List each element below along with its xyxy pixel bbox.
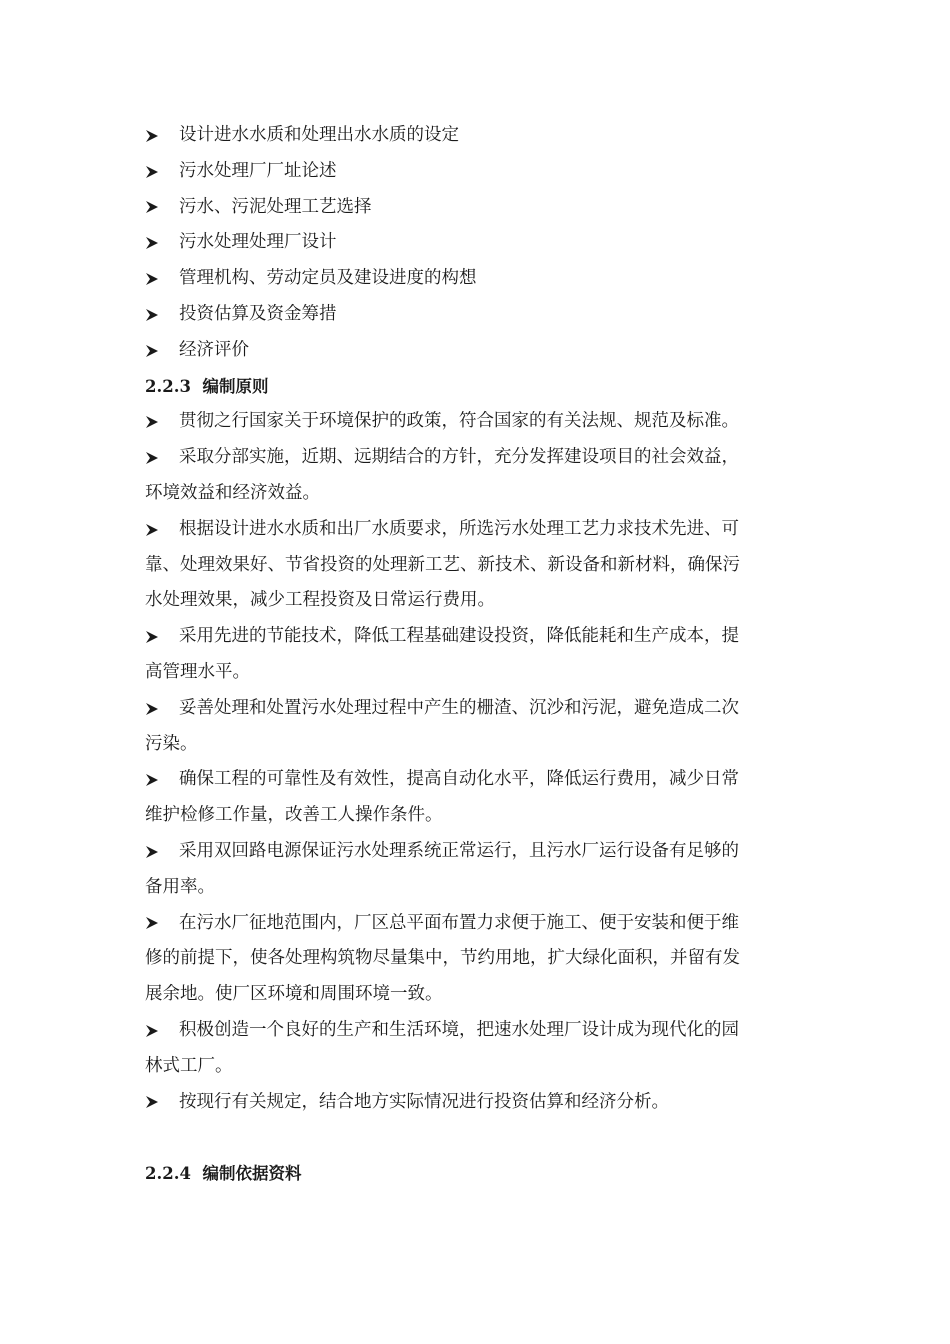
arrowhead-bullet-icon bbox=[145, 512, 165, 548]
section-number: 2.2.3 bbox=[145, 376, 191, 396]
principle-text: 妥善处理和处置污水处理过程中产生的栅渣、沉沙和污泥，避免造成二次 bbox=[179, 697, 739, 718]
principle-text: 采用先进的节能技术，降低工程基础建设投资，降低能耗和生产成本，提 bbox=[179, 626, 739, 647]
principle-text: 根据设计进水水质和出厂水质要求，所选污水处理工艺力求技术先进、可 bbox=[179, 518, 739, 539]
principle-line bbox=[145, 941, 810, 977]
arrowhead-bullet-icon bbox=[145, 154, 165, 190]
principle-line bbox=[145, 476, 810, 512]
principle-line bbox=[145, 798, 810, 834]
list-item bbox=[145, 333, 810, 369]
arrowhead-bullet-icon bbox=[145, 691, 165, 727]
principle-item bbox=[145, 512, 810, 619]
arrowhead-bullet-icon bbox=[145, 297, 165, 333]
principle-text: 确保工程的可靠性及有效性，提高自动化水平，降低运行费用，减少日常 bbox=[179, 769, 739, 790]
principle-line bbox=[145, 1013, 810, 1049]
list-item-text: 污水处理处理厂设计 bbox=[179, 232, 337, 253]
list-item bbox=[145, 225, 810, 261]
arrowhead-bullet-icon bbox=[145, 190, 165, 226]
principle-text: 采取分部实施，近期、远期结合的方针，充分发挥建设项目的社会效益， bbox=[179, 447, 739, 468]
spacer bbox=[145, 1120, 810, 1156]
principle-text: 维护检修工作量，改善工人操作条件。 bbox=[145, 805, 443, 826]
principle-text: 环境效益和经济效益。 bbox=[145, 482, 320, 503]
list-item bbox=[145, 190, 810, 226]
principle-line bbox=[145, 1085, 810, 1121]
principle-text: 污染。 bbox=[145, 733, 198, 754]
list-item-text: 管理机构、劳动定员及建设进度的构想 bbox=[179, 268, 477, 289]
principle-line bbox=[145, 583, 810, 619]
principle-text: 林式工厂。 bbox=[145, 1055, 233, 1076]
principle-line bbox=[145, 512, 810, 548]
principle-line bbox=[145, 977, 810, 1013]
principle-item bbox=[145, 404, 810, 440]
arrowhead-bullet-icon bbox=[145, 1085, 165, 1121]
principle-line bbox=[145, 691, 810, 727]
principle-text: 靠、处理效果好、节省投资的处理新工艺、新技术、新设备和新材料，确保污 bbox=[145, 554, 740, 575]
list-item bbox=[145, 118, 810, 154]
arrowhead-bullet-icon bbox=[145, 834, 165, 870]
principle-line bbox=[145, 834, 810, 870]
section-number: 2.2.4 bbox=[145, 1164, 191, 1184]
principle-line bbox=[145, 906, 810, 942]
section-title: 编制原则 bbox=[202, 376, 269, 396]
principle-item bbox=[145, 1013, 810, 1085]
list-item bbox=[145, 154, 810, 190]
principle-text: 水处理效果，减少工程投资及日常运行费用。 bbox=[145, 590, 495, 611]
principle-text: 在污水厂征地范围内，厂区总平面布置力求便于施工、便于安装和便于维 bbox=[179, 912, 739, 933]
principle-text: 修的前提下，使各处理构筑物尽量集中，节约用地，扩大绿化面积，并留有发 bbox=[145, 948, 740, 969]
principle-item bbox=[145, 1085, 810, 1121]
arrowhead-bullet-icon bbox=[145, 404, 165, 440]
list-item bbox=[145, 261, 810, 297]
arrowhead-bullet-icon bbox=[145, 762, 165, 798]
arrowhead-bullet-icon bbox=[145, 225, 165, 261]
principle-item bbox=[145, 440, 810, 512]
principle-line bbox=[145, 548, 810, 584]
principle-text: 积极创造一个良好的生产和生活环境，把速水处理厂设计成为现代化的园 bbox=[179, 1019, 739, 1040]
principle-item bbox=[145, 762, 810, 834]
arrowhead-bullet-icon bbox=[145, 906, 165, 942]
principle-text: 备用率。 bbox=[145, 876, 215, 897]
section-heading-2-2-4 bbox=[145, 1156, 810, 1192]
list-item-text: 污水、污泥处理工艺选择 bbox=[179, 196, 372, 217]
principle-item bbox=[145, 691, 810, 763]
principle-line bbox=[145, 440, 810, 476]
arrowhead-bullet-icon bbox=[145, 440, 165, 476]
list-item-text: 污水处理厂厂址论述 bbox=[179, 160, 337, 181]
list-item-text: 投资估算及资金筹措 bbox=[179, 303, 337, 324]
principle-item bbox=[145, 619, 810, 691]
principles-list bbox=[145, 404, 810, 1120]
principle-line bbox=[145, 655, 810, 691]
section-title: 编制依据资料 bbox=[202, 1164, 302, 1184]
arrowhead-bullet-icon bbox=[145, 261, 165, 297]
principle-item bbox=[145, 906, 810, 1013]
principle-text: 按现行有关规定，结合地方实际情况进行投资估算和经济分析。 bbox=[179, 1091, 669, 1112]
list-item-text: 经济评价 bbox=[179, 339, 249, 360]
principle-line bbox=[145, 404, 810, 440]
principle-item bbox=[145, 834, 810, 906]
principle-line bbox=[145, 1049, 810, 1085]
principle-text: 高管理水平。 bbox=[145, 661, 250, 682]
list-item bbox=[145, 297, 810, 333]
arrowhead-bullet-icon bbox=[145, 333, 165, 369]
arrowhead-bullet-icon bbox=[145, 619, 165, 655]
principle-line bbox=[145, 619, 810, 655]
arrowhead-bullet-icon bbox=[145, 1013, 165, 1049]
section-heading-2-2-3 bbox=[145, 369, 810, 405]
arrowhead-bullet-icon bbox=[145, 118, 165, 154]
principle-text: 采用双回路电源保证污水处理系统正常运行，且污水厂运行设备有足够的 bbox=[179, 840, 739, 861]
list-item-text: 设计进水水质和处理出水水质的设定 bbox=[179, 125, 459, 145]
principle-line bbox=[145, 727, 810, 763]
document-page bbox=[145, 118, 810, 1192]
principle-text: 贯彻之行国家关于环境保护的政策，符合国家的有关法规、规范及标准。 bbox=[179, 411, 739, 432]
principle-line bbox=[145, 762, 810, 798]
scope-list bbox=[145, 118, 810, 369]
principle-line bbox=[145, 870, 810, 906]
principle-text: 展余地。使厂区环境和周围环境一致。 bbox=[145, 984, 443, 1005]
